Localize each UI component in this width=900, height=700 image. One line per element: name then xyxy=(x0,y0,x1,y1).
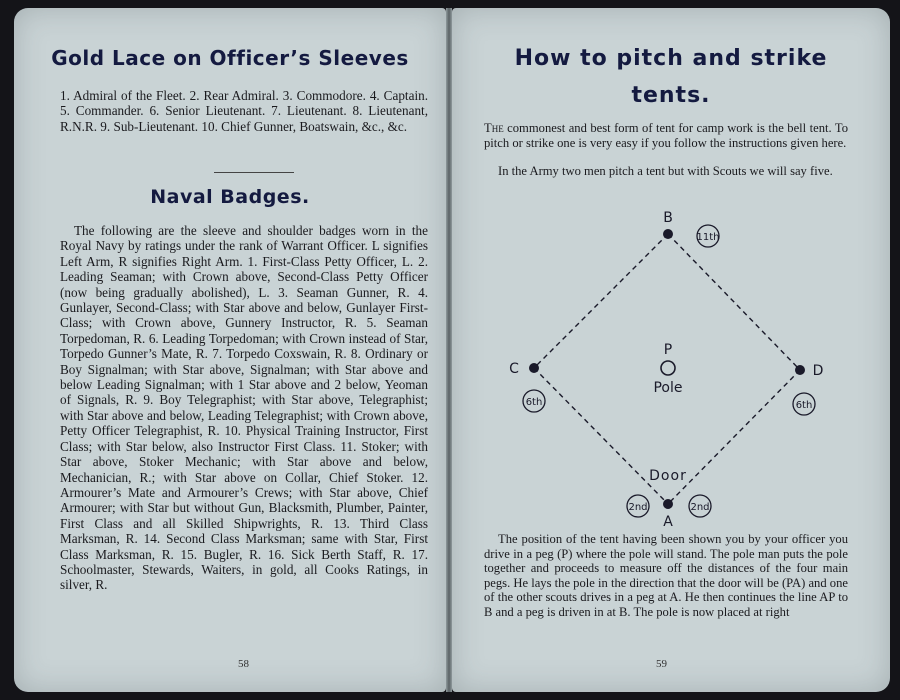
badge-2nd-left-label: 2nd xyxy=(628,502,648,513)
badge-11th xyxy=(697,225,720,247)
badge-11th-label: 11th xyxy=(696,232,720,243)
badge-6th-right xyxy=(793,393,815,415)
intro-text: commonest and best form of tent for camp work is the bell tent. To pitch or strike one is very easy if you follow the instructions given here. xyxy=(484,121,848,150)
tent-pitch-diagram xyxy=(452,198,890,528)
label-a: A xyxy=(663,514,673,528)
right-page xyxy=(452,8,890,692)
tents-heading-line2: tents. xyxy=(631,83,711,108)
badge-6th-right-label: 6th xyxy=(795,400,813,411)
intro-lead-word: The xyxy=(484,121,504,135)
pole-peg-p xyxy=(661,361,675,375)
instructions-paragraph: The position of the tent having been shown you by your officer you drive in a peg (P) where the pole will stand. The pole man puts the pole together and proceeds to measure off the distances of the four main pegs. He lays the pole in the direction that the door will be (PA) and one of the other scouts drives in a peg at A. He then continues the line AP to B and a peg is driven in at B. The pole is now placed at right xyxy=(484,532,848,619)
badges-paragraph: The following are the sleeve and shoulder badges worn in the Royal Navy by ratings under the rank of Warrant Officer. L signifies Left Arm, R signifies Right Arm. 1. First-Class Petty Officer, L. 2. Leading Seaman; with Crown above, Second-Class Petty Officer (now being gradually abolished), L. 3. Seaman Gunner, R. 4. Gunlayer, Second-Class; with Star above and below, Gunlayer First-Class; with Crown above, Gunnery Instructor, R. 5. Seaman Torpedoman, R. 6. Leading Torpedoman; with Crown instead of Star, Torpedo Gunner’s Mate, R. 7. Torpedo Coxswain, R. 8. Ordinary or Boy Signalman; with Star above, Signalman; with Star above and below Leading Signalman; with 1 Star above and 2 below, Yeoman of Signals, R. 9. Boy Telegraphist; with Star above, Telegraphist; with Star above and below, Leading Telegraphist; with Crown above, Petty Officer Telegraphist, R. 10. Physical Training Instructor, First Class; with Star below, also Instructor First Class. 11. Stoker; with Star above, Stoker Mechanic; with Star above and below, Mechanician, R.; with Star above on Collar, Chief Stoker. 12. Armourer’s Mate and Armourer’s Crews; with Star above, Chief Armourer; with Star but without Gun, Blacksmith, Plumber, Painter, First Class and all Skilled Shipwrights, R. 13. Third Class Marksman, R. 14. Second Class Marksman; same with Star, First Class Marksman, R. 15. Bugler, R. 16. Sick Berth Staff, R. 17. Schoolmaster, Stewards, Waiters, in gold, all Cooks Ratings, in silver, R. xyxy=(60,223,428,593)
section-divider xyxy=(214,172,294,173)
peg-lines xyxy=(534,234,800,504)
label-door: Door xyxy=(649,468,687,484)
badges-heading: Naval Badges. xyxy=(150,186,310,208)
peg-a xyxy=(663,499,673,509)
sleeves-heading: Gold Lace on Officer’s Sleeves xyxy=(51,46,409,70)
label-c: C xyxy=(509,361,519,377)
peg-c xyxy=(529,363,539,373)
label-b: B xyxy=(663,210,673,226)
badge-2nd-right-label: 2nd xyxy=(690,502,710,513)
badge-6th-left xyxy=(523,390,545,412)
badge-2nd-left xyxy=(627,495,649,517)
page-number-left: 58 xyxy=(238,658,249,670)
army-paragraph: In the Army two men pitch a tent but with Scouts we will say five. xyxy=(498,164,833,178)
peg-b xyxy=(663,229,673,239)
intro-paragraph xyxy=(484,121,848,150)
label-d: D xyxy=(812,363,824,379)
tents-heading-line1: How to pitch and strike xyxy=(514,46,828,71)
peg-d xyxy=(795,365,805,375)
label-p: P xyxy=(663,342,673,358)
badge-6th-left-label: 6th xyxy=(525,397,543,408)
badge-2nd-right xyxy=(689,495,711,517)
sleeves-paragraph: 1. Admiral of the Fleet. 2. Rear Admiral. 3. Commodore. 4. Captain. 5. Commander. 6. Senior Lieutenant. 7. Lieutenant. 8. Lieutenant, R.N.R. 9. Sub-Lieutenant. 10. Chief Gunner, Boatswain, &c., &c. xyxy=(60,88,428,134)
page-number-right: 59 xyxy=(656,658,667,670)
label-pole: Pole xyxy=(653,380,683,396)
left-page xyxy=(14,8,446,692)
